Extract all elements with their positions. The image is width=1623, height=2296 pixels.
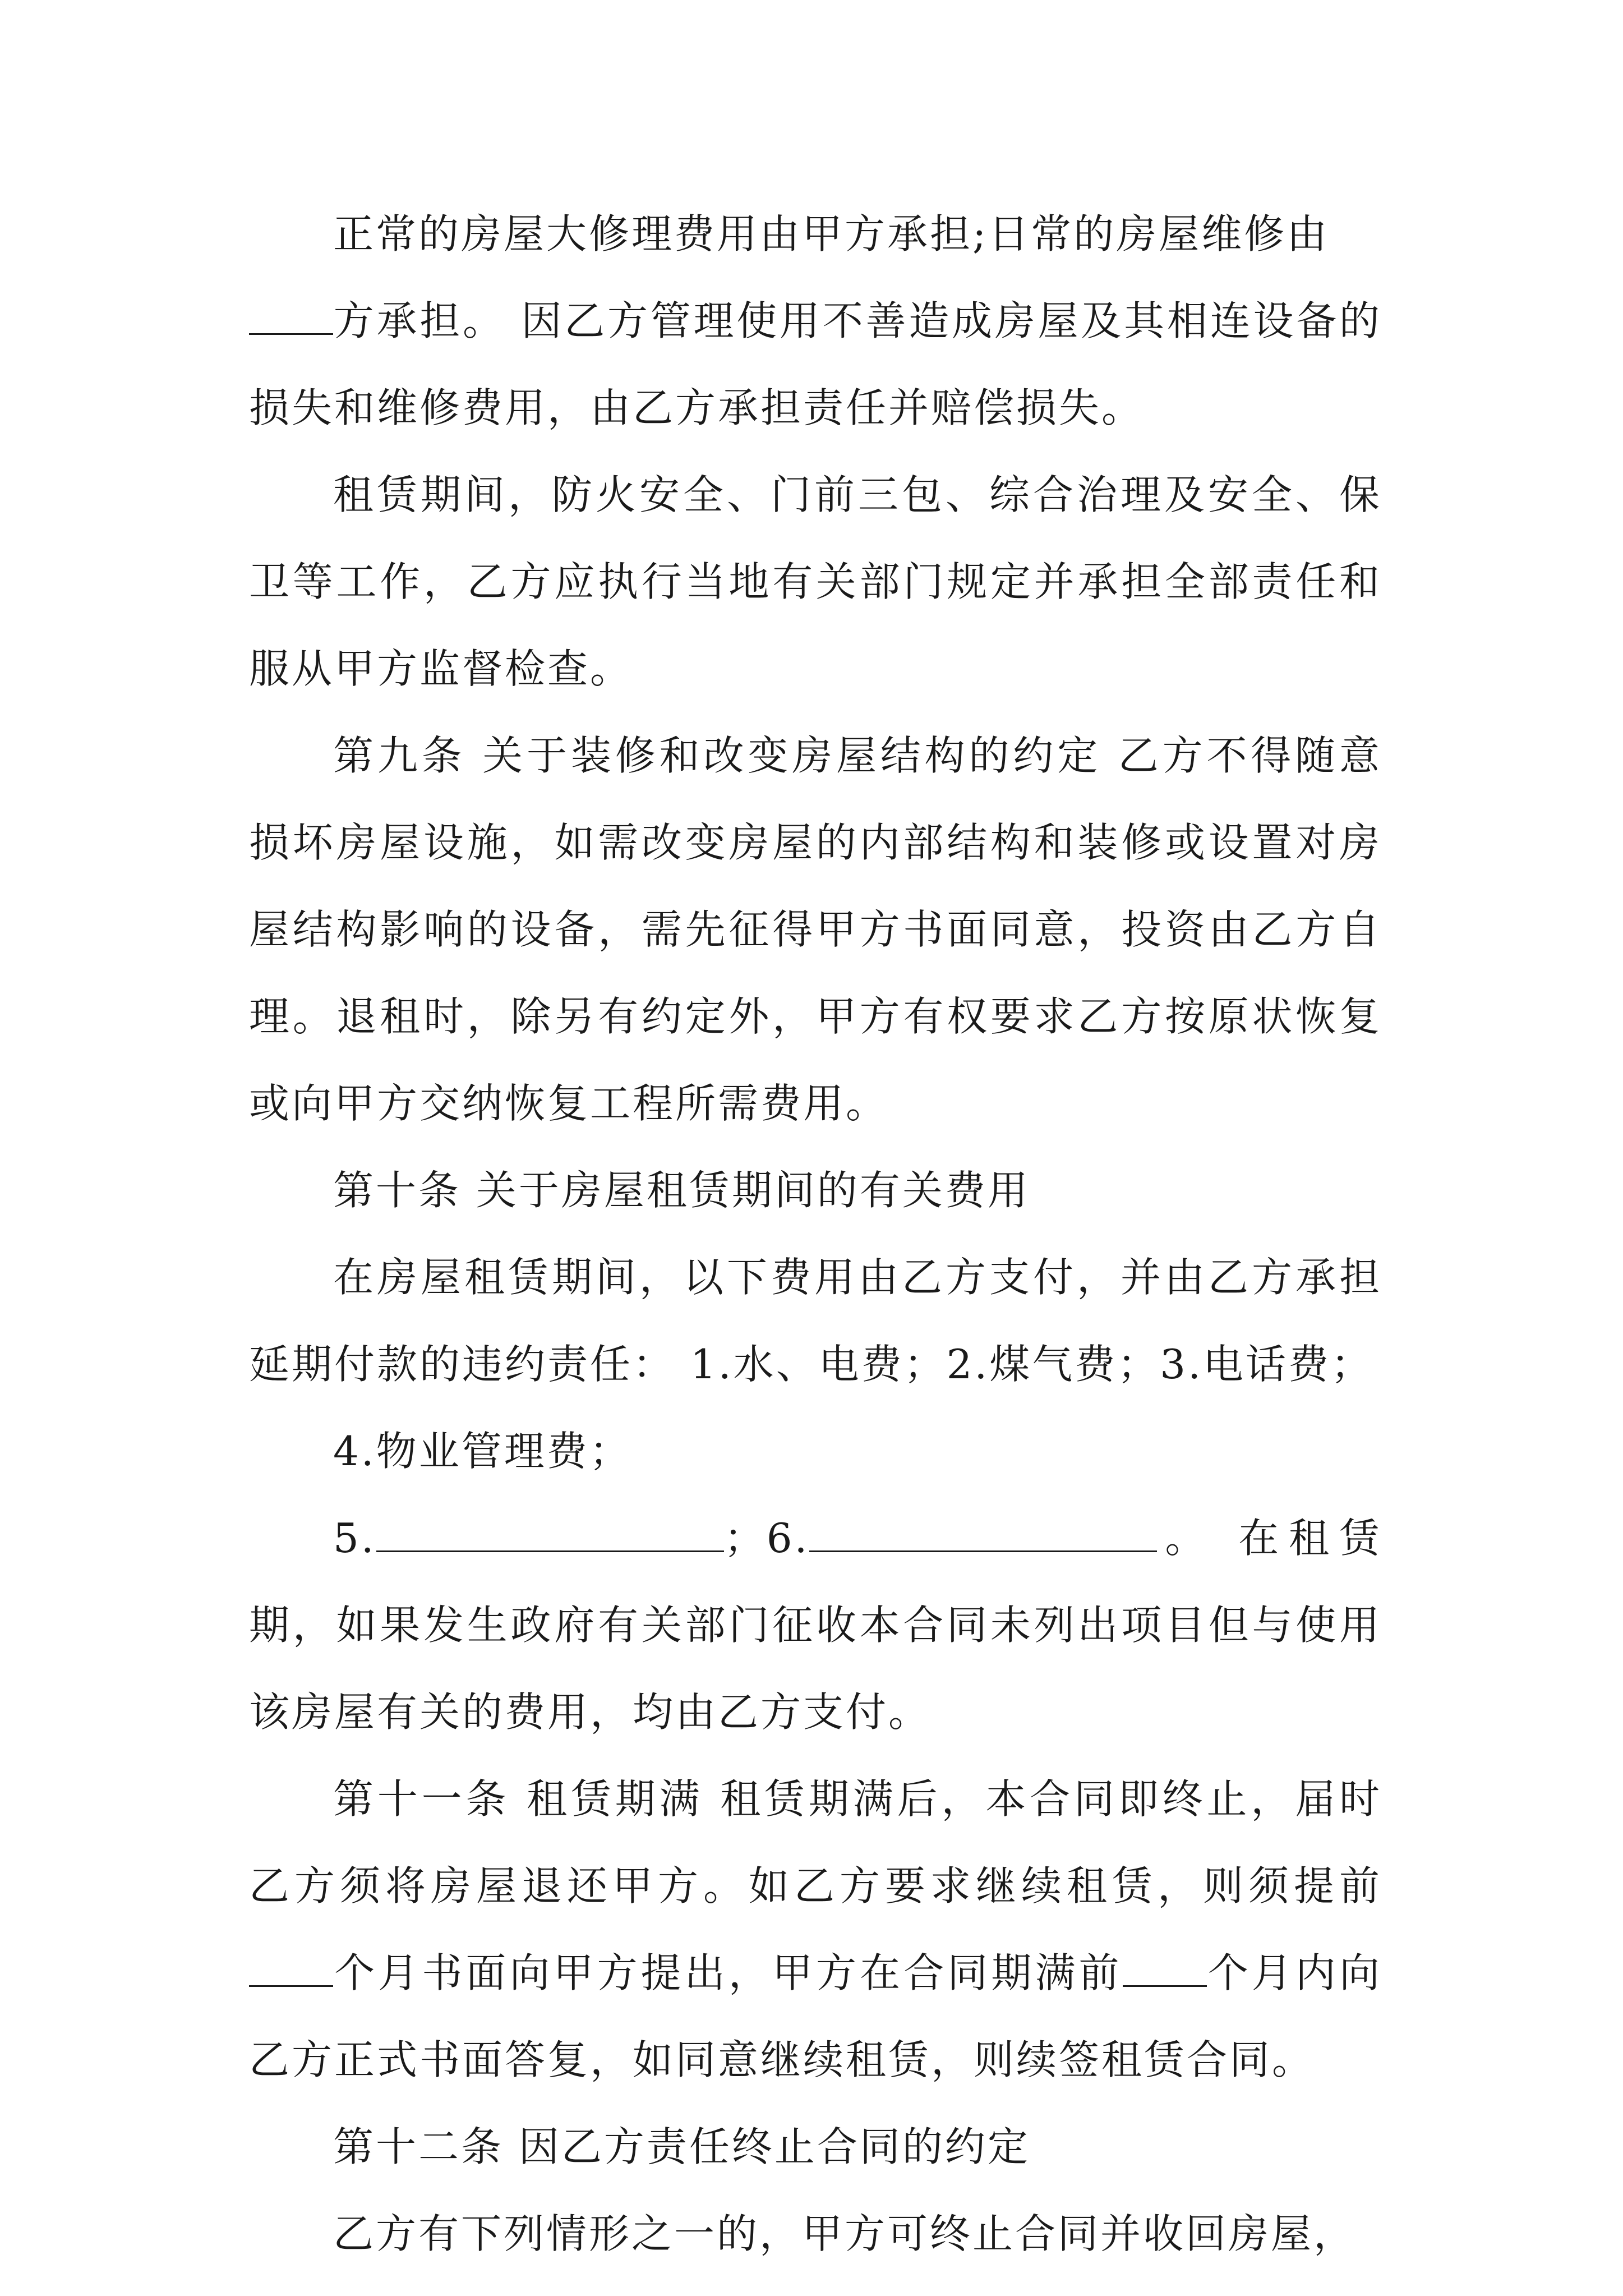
- fill-in-blank: [249, 1952, 333, 1987]
- paragraph-text: 个月书面向甲方提出，甲方在合同期满前: [333, 1949, 1123, 1996]
- paragraph-article-11: [249, 1756, 1382, 2104]
- fill-in-blank: [249, 300, 333, 335]
- paragraph-text: 正常的房屋大修理费用由甲方承担;日常的房屋维修由: [333, 210, 1330, 257]
- heading-article-10: 第十条 关于房屋租赁期间的有关费用: [333, 1167, 1030, 1214]
- paragraph-tenant-fees: 在房屋租赁期间，以下费用由乙方支付，并由乙方承担延期付款的违约责任： 1.水、电费；2.煤气费；3.电话费；: [249, 1254, 1382, 1388]
- paragraph-text: ；6.: [723, 1515, 810, 1562]
- paragraph-other-fees: [249, 1495, 1382, 1756]
- paragraph-termination: 乙方有下列情形之一的，甲方可终止合同并收回房屋，: [333, 2210, 1357, 2257]
- paragraph-text: 个月内向乙方正式书面答复，如同意继续租赁，则续签租赁合同。: [249, 1949, 1382, 2083]
- paragraph-repair-costs: [249, 191, 1382, 452]
- paragraph-text: 方承担。 因乙方管理使用不善造成房屋及其相连设备的损失和维修费用，由乙方承担责任并赔偿损失。: [249, 297, 1382, 431]
- fill-in-blank: [376, 1517, 724, 1552]
- paragraph-text: 第十一条 租赁期满 租赁期满后，本合同即终止，届时乙方须将房屋退还甲方。如乙方要求继续租赁，则须提前: [249, 1775, 1382, 1910]
- fill-in-blank: [809, 1517, 1157, 1552]
- paragraph-property-fee: 4.物业管理费；: [333, 1428, 632, 1475]
- paragraph-safety-duties: 租赁期间，防火安全、门前三包、综合治理及安全、保卫等工作，乙方应执行当地有关部门规定并承担全部责任和服从甲方监督检查。: [249, 471, 1382, 692]
- paragraph-text: 5.: [333, 1515, 376, 1562]
- heading-article-12: 第十二条 因乙方责任终止合同的约定: [333, 2123, 1030, 2170]
- paragraph-text: 。 在租赁期，如果发生政府有关部门征收本合同未列出项目但与使用该房屋有关的费用，均由乙方支付。: [249, 1515, 1382, 1736]
- paragraph-article-9: 第九条 关于装修和改变房屋结构的约定 乙方不得随意损坏房屋设施，如需改变房屋的内部结构和装修或设置对房屋结构影响的设备，需先征得甲方书面同意，投资由乙方自理。退租时，除另有约定外，甲方有权要求乙方按原状恢复或向甲方交纳恢复工程所需费用。: [249, 732, 1382, 1127]
- document-body: [249, 191, 1382, 2277]
- fill-in-blank: [1123, 1952, 1207, 1987]
